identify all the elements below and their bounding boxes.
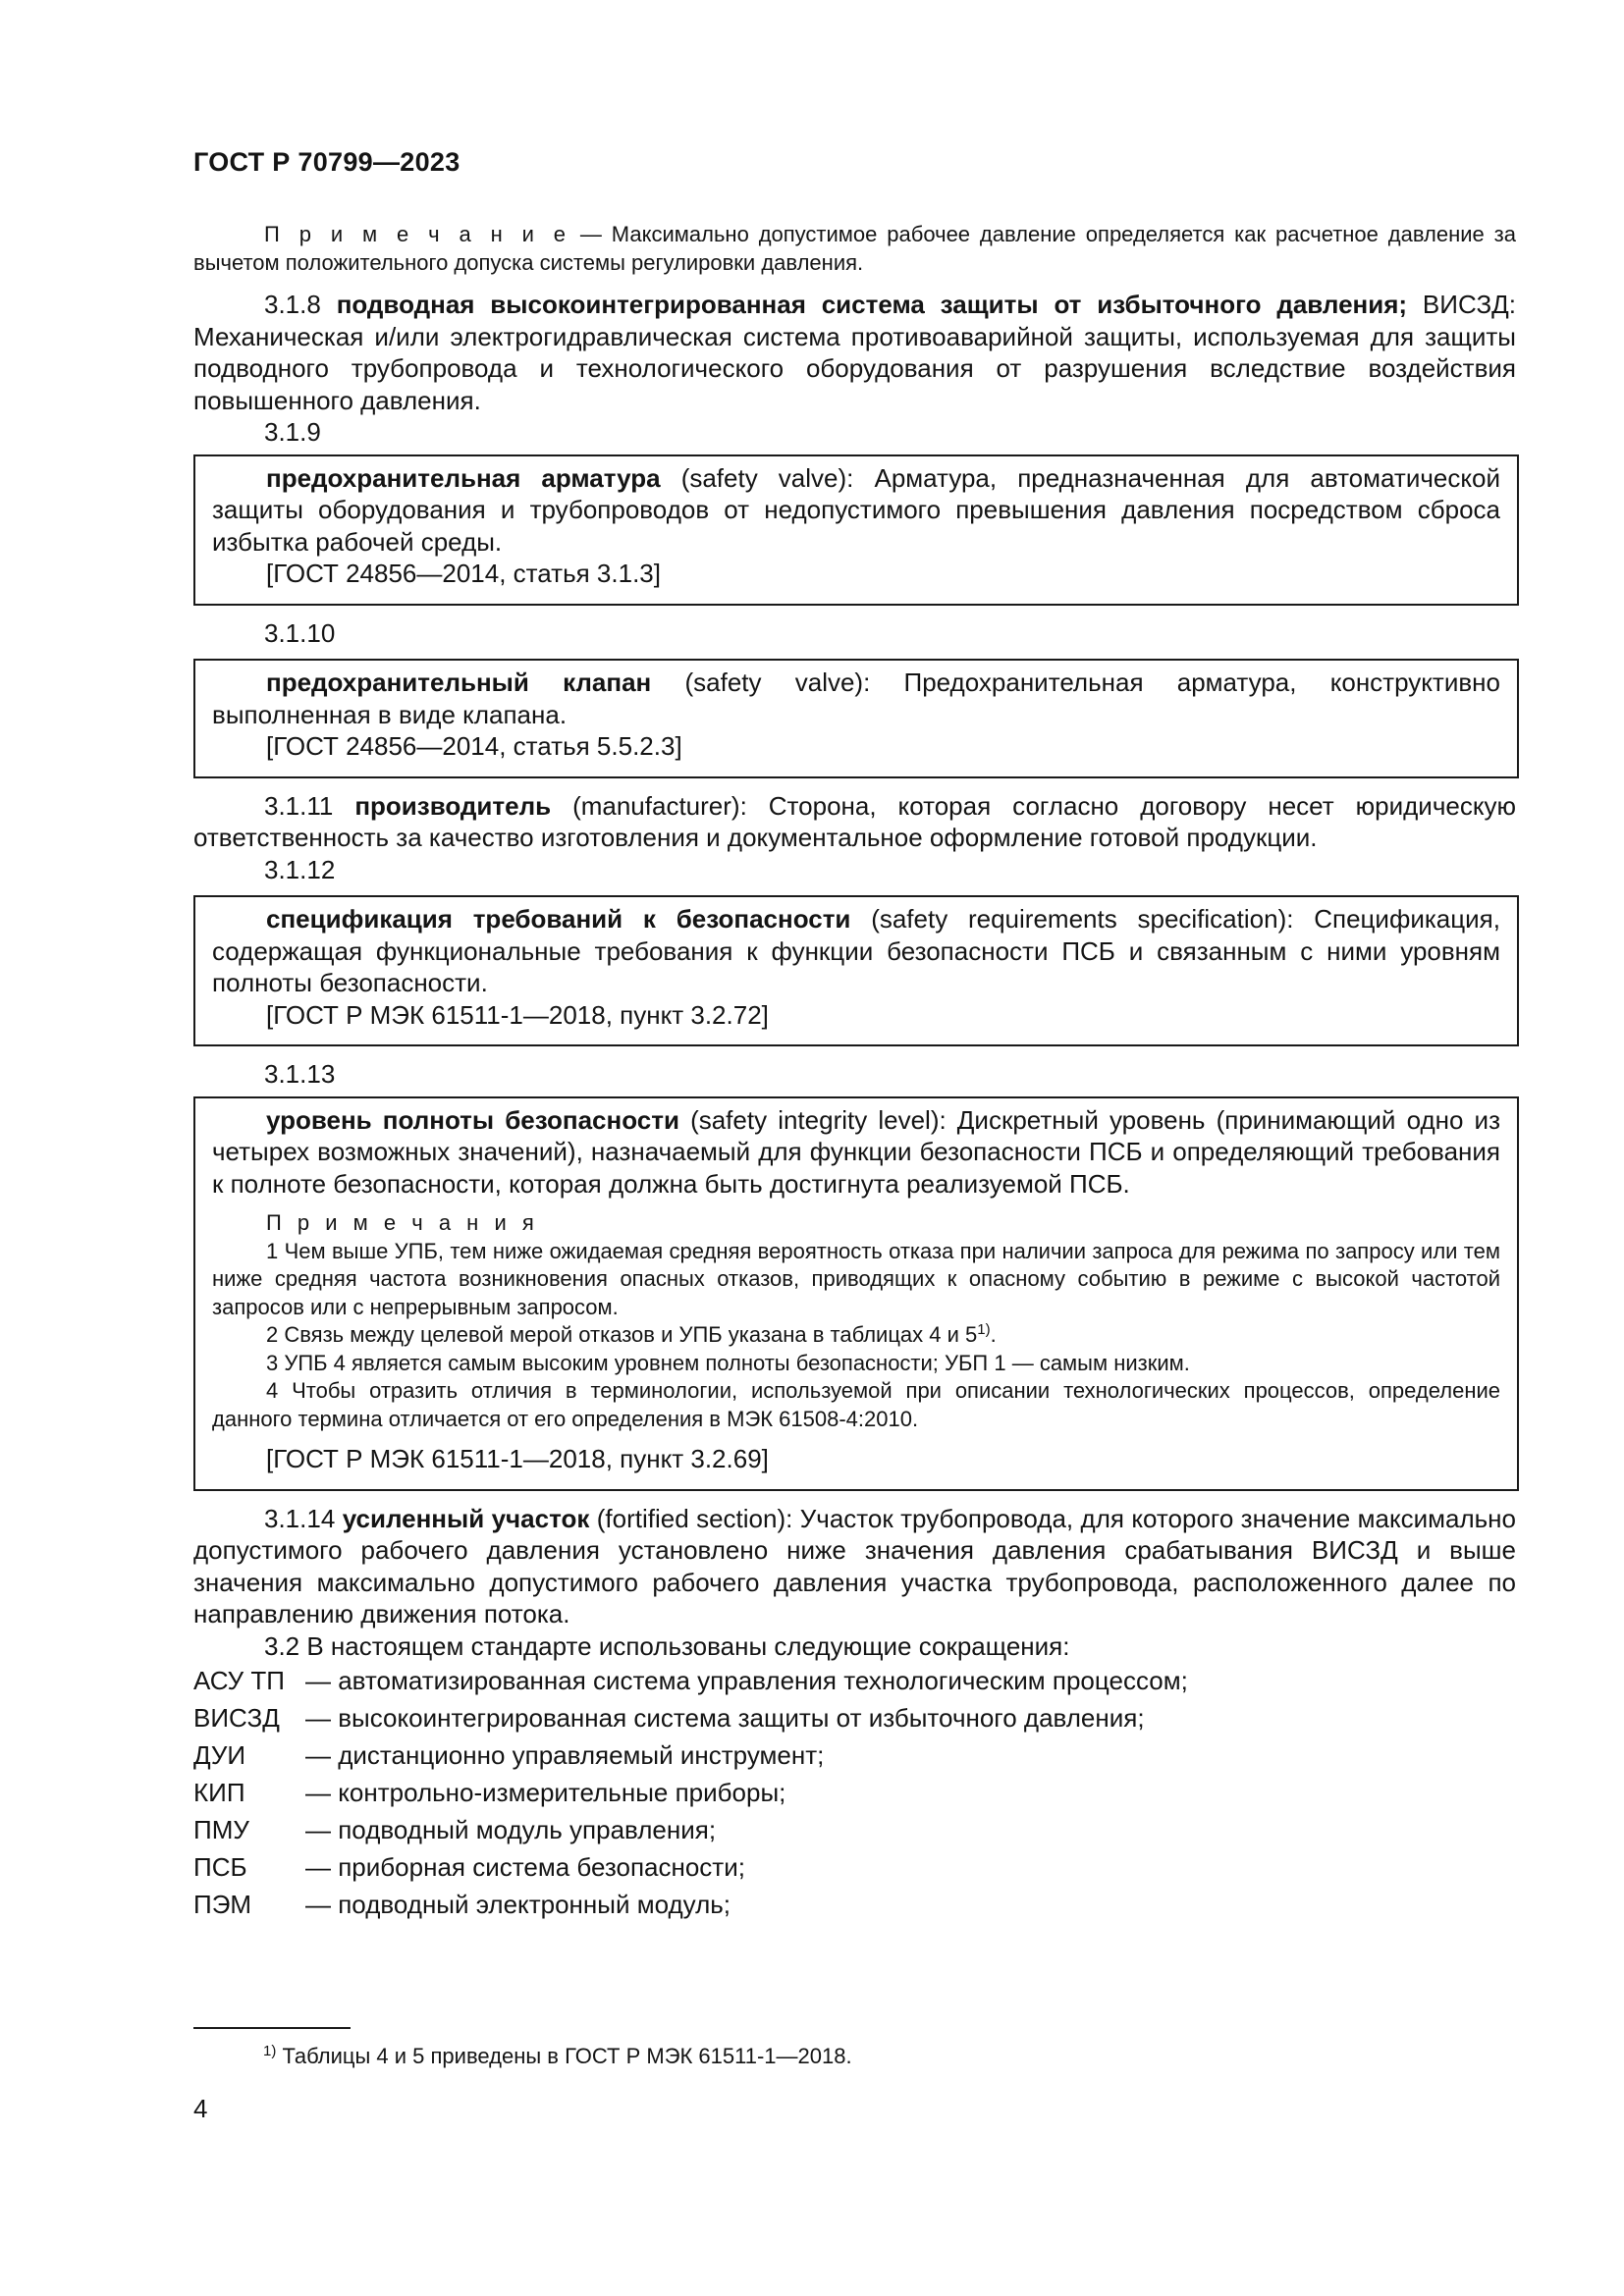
abbreviation-definition: — подводный электронный модуль; — [305, 1890, 731, 1919]
term-source: [ГОСТ Р МЭК 61511-1—2018, пункт 3.2.72] — [266, 999, 769, 1030]
abbreviation-row — [193, 1774, 1516, 1811]
note-2-text: 2 Связь между целевой мерой отказов и УПБ указана в таблицах 4 и 5 — [266, 1322, 978, 1347]
abbreviations-list — [193, 1662, 1516, 1923]
abbreviation-code: ВИСЗД — [193, 1703, 280, 1733]
footnote-separator — [193, 2027, 351, 2029]
abbreviation-code: АСУ ТП — [193, 1666, 285, 1695]
term-3-1-12 — [212, 903, 1500, 999]
abbreviation-definition: — приборная система безопасности; — [305, 1852, 745, 1882]
term-box-3-1-10 — [193, 659, 1519, 778]
abbreviation-code: ПМУ — [193, 1815, 249, 1844]
abbreviation-definition: — контрольно-измерительные приборы; — [305, 1778, 786, 1807]
abbreviation-code: КИП — [193, 1778, 245, 1807]
term-number-3-1-13: 3.1.13 — [264, 1059, 336, 1089]
note-2 — [212, 1321, 1500, 1350]
term-definition: (fortified section): Участок трубопровода, для которого значение максимально допустимого рабочего давления установлено ниже значения давления срабатывания ВИСЗД и выше значения максимально допустимого рабочего давления участка трубопровода, расположенного далее по направлению движения потока. — [193, 1503, 1517, 1629]
abbreviation-definition: — дистанционно управляемый инструмент; — [305, 1740, 825, 1770]
note-1: 1 Чем выше УПБ, тем ниже ожидаемая средняя вероятность отказа при наличии запроса для режима по запросу или тем ниже средняя частота возникновения опасных отказов, приводящих к опасному событию в режиме с высокой частотой запросов или с непрерывным запросом. — [212, 1238, 1500, 1319]
term-number-3-1-10: 3.1.10 — [264, 617, 336, 648]
term-box-3-1-12 — [193, 895, 1519, 1046]
term-definition: (manufacturer): Сторона, которая согласно договору несет юридическую ответственность за качество изготовления и документальное оформление готовой продукции. — [193, 790, 1517, 852]
term-definition: (safety integrity level): Дискретный уровень (принимающий одно из четырех возможных значений), назначаемый для функции безопасности ПСБ и определяющий требования к полноте безопасности, которая должна быть достигнута реализуемой ПСБ. — [212, 1104, 1500, 1199]
term-source: [ГОСТ 24856—2014, статья 3.1.3] — [266, 559, 661, 588]
term-source: [ГОСТ Р МЭК 61511-1—2018, пункт 3.2.69] — [266, 1444, 769, 1473]
term-3-1-11 — [193, 790, 1516, 854]
term-3-1-10 — [212, 667, 1500, 730]
note-top — [193, 221, 1516, 277]
notes-label: П р и м е ч а н и я — [266, 1210, 539, 1235]
term-title: усиленный участок — [342, 1503, 590, 1533]
term-definition: (safety valve): Предохранительная арматура, конструктивно выполненная в виде клапана. — [212, 667, 1500, 729]
term-title: предохранительный клапан — [266, 667, 652, 697]
abbreviation-row — [193, 1736, 1516, 1774]
footnote — [263, 2043, 852, 2070]
document-body — [193, 221, 1516, 1923]
term-definition: (safety valve): Арматура, предназначенная для автоматической защиты оборудования и трубопроводов от недопустимого превышения давления посредством сброса избытка рабочей среды. — [212, 462, 1500, 557]
abbreviations-intro: 3.2 В настоящем стандарте использованы следующие сокращения: — [264, 1630, 1070, 1661]
abbreviation-code: ПСБ — [193, 1852, 247, 1882]
abbreviation-code: ПЭМ — [193, 1890, 252, 1919]
term-number: 3.1.11 — [264, 790, 355, 821]
term-3-1-8 — [193, 289, 1516, 416]
term-title: подводная высокоинтегрированная система защиты от избыточного давления; — [336, 290, 1408, 319]
term-box-3-1-9 — [193, 454, 1519, 606]
abbreviation-row — [193, 1886, 1516, 1923]
term-definition: ВИСЗД: Механическая и/или электрогидравлическая система противоаварийной защиты, используемая для защиты подводного трубопровода и технологического оборудования от разрушения вследствие воздействия повышенного давления. — [193, 290, 1516, 415]
abbreviation-row — [193, 1848, 1516, 1886]
footnote-text: Таблицы 4 и 5 приведены в ГОСТ Р МЭК 61511-1—2018. — [276, 2044, 852, 2068]
abbreviation-row — [193, 1811, 1516, 1848]
footnote-mark: 1) — [263, 2043, 277, 2059]
footnote-ref: 1) — [977, 1321, 991, 1338]
term-notes — [212, 1209, 1500, 1433]
abbreviation-row — [193, 1699, 1516, 1736]
term-definition: (safety requirements specification): Спецификация, содержащая функциональные требования к функции безопасности ПСБ и связанным с ними уровням полноты безопасности. — [212, 904, 1500, 997]
term-title: предохранительная арматура — [266, 462, 661, 493]
note-3: 3 УПБ 4 является самым высоким уровнем полноты безопасности; УБП 1 — самым низким. — [266, 1350, 1190, 1375]
abbreviation-definition: — автоматизированная система управления технологическим процессом; — [305, 1666, 1188, 1695]
abbreviation-code: ДУИ — [193, 1740, 246, 1770]
term-title: спецификация требований к безопасности — [266, 904, 851, 934]
term-number-3-1-9: 3.1.9 — [264, 417, 321, 447]
document-header: ГОСТ Р 70799—2023 — [193, 147, 460, 177]
abbreviation-definition: — подводный модуль управления; — [305, 1815, 717, 1844]
term-3-1-14 — [193, 1503, 1516, 1630]
term-number-3-1-12: 3.1.12 — [264, 854, 336, 884]
term-source: [ГОСТ 24856—2014, статья 5.5.2.3] — [266, 731, 682, 761]
page-number: 4 — [193, 2094, 208, 2123]
abbreviation-definition: — высокоинтегрированная система защиты от избыточного давления; — [305, 1703, 1145, 1733]
abbreviation-row — [193, 1662, 1516, 1699]
term-box-3-1-13 — [193, 1096, 1519, 1491]
note-label: П р и м е ч а н и е — [264, 222, 571, 246]
term-title: производитель — [354, 790, 552, 821]
term-3-1-13 — [212, 1104, 1500, 1201]
note-4: 4 Чтобы отразить отличия в терминологии, используемой при описании технологических процессов, определение данного термина отличается от его определения в МЭК 61508-4:2010. — [212, 1378, 1500, 1431]
term-number: 3.1.8 — [264, 290, 337, 319]
term-number: 3.1.14 — [264, 1503, 343, 1533]
note-2-end: . — [990, 1322, 997, 1347]
term-3-1-9 — [212, 462, 1500, 559]
note-text: — Максимально допустимое рабочее давление определяется как расчетное давление за вычетом положительного допуска системы регулировки давления. — [193, 222, 1516, 275]
term-title: уровень полноты безопасности — [266, 1104, 679, 1135]
